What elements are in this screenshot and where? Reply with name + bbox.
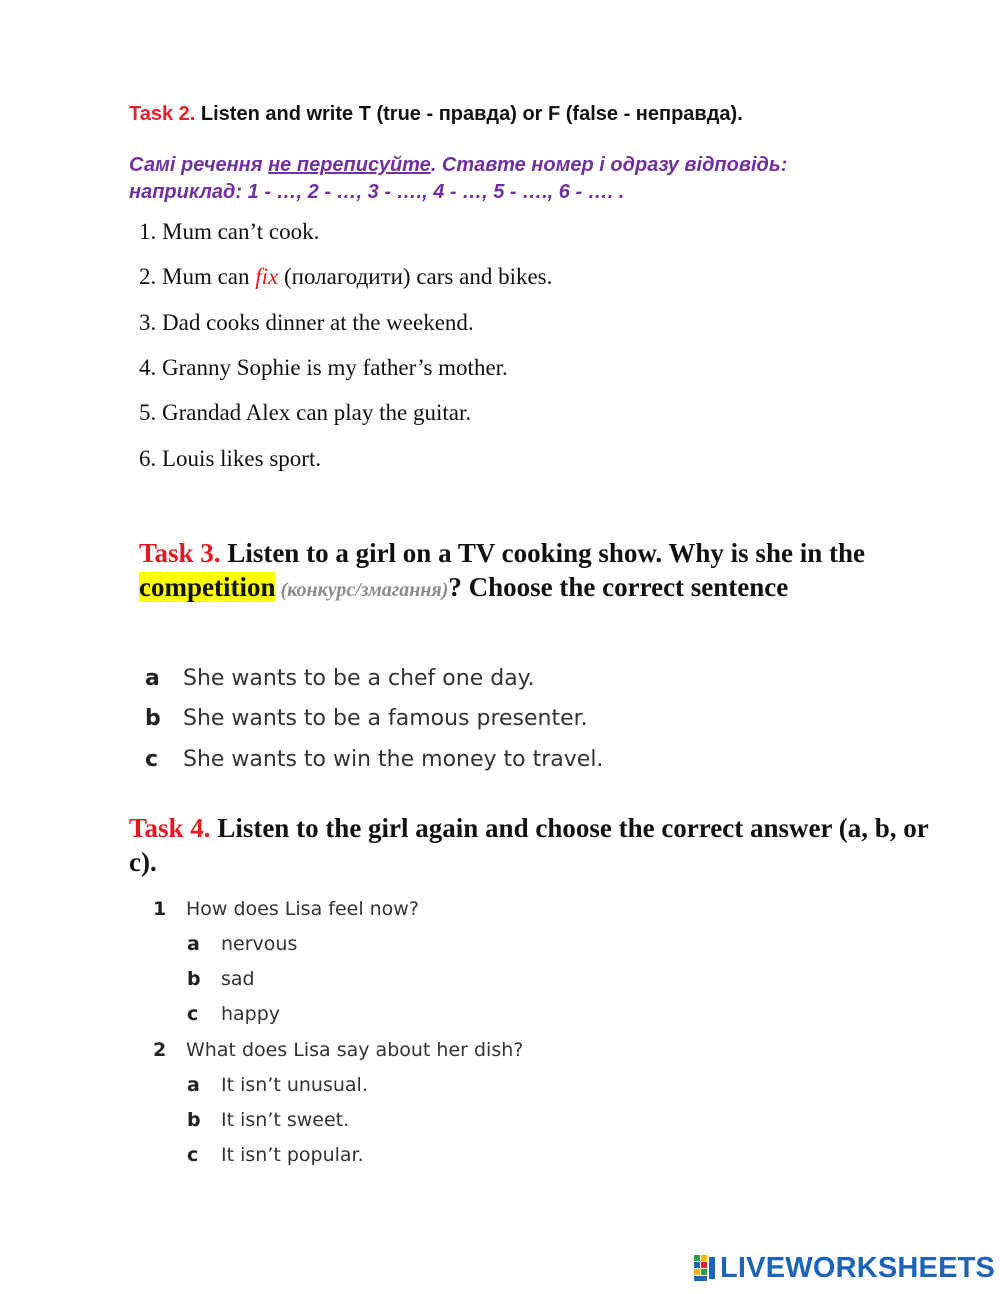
task4-q1-answer-b [187, 968, 255, 990]
task3-heading-part1: Listen to a girl on a TV cooking show. Why is she in the [220, 538, 865, 568]
task3-option-b [145, 706, 588, 731]
task2-item-5: 5. Grandad Alex can play the guitar. [139, 400, 472, 425]
answer-text: It isn’t unusual. [221, 1074, 368, 1096]
answer-text: sad [221, 968, 255, 990]
task3-label: Task 3. [139, 538, 221, 568]
task4-heading-text: Listen to the girl again and choose the correct answer (a, b, or c). [129, 813, 929, 877]
task4-heading [129, 811, 929, 879]
task3-highlight-word: competition [139, 572, 276, 602]
task4-q1-answer-a [187, 933, 297, 955]
option-text: She wants to win the money to travel. [183, 747, 604, 772]
answer-text: It isn’t sweet. [221, 1109, 350, 1131]
task2-item-4: 4. Granny Sophie is my father’s mother. [139, 355, 508, 380]
task4-label: Task 4. [129, 813, 211, 843]
answer-letter: a [187, 933, 200, 955]
instruction-part2: . Ставте номер і одразу відповідь: [430, 154, 788, 176]
option-letter: b [145, 706, 161, 731]
task2-item-3: 3. Dad cooks dinner at the weekend. [139, 310, 474, 335]
logo-text: LIVEWORKSHEETS [720, 1251, 996, 1284]
answer-letter: c [187, 1003, 199, 1025]
task2-heading-text: Listen and write T (true - правда) or F (false - неправда). [195, 103, 743, 125]
task2-heading [129, 103, 743, 126]
answer-text: nervous [221, 933, 298, 955]
task4-q2-answer-b [187, 1109, 349, 1131]
task3-heading [139, 536, 919, 607]
instruction-part1: Самі речення [129, 154, 269, 176]
option-letter: c [145, 747, 159, 772]
task4-q2-answer-a [187, 1074, 368, 1096]
item2-rest: (полагодити) cars and bikes. [278, 264, 553, 289]
task2-instruction-line2: наприклад: 1 - …, 2 - …, 3 - …., 4 - …, 5 - …., 6 - …. . [129, 181, 625, 203]
answer-letter: a [187, 1074, 200, 1096]
item2-fix-word: fix [255, 264, 279, 289]
item2-start: 2. Mum can [139, 264, 256, 289]
liveworksheets-logo-icon [694, 1255, 716, 1281]
task3-option-a [145, 666, 535, 691]
task2-item-1: 1. Mum can’t cook. [139, 219, 320, 244]
answer-text: It isn’t popular. [221, 1144, 364, 1166]
answer-letter: b [187, 968, 201, 990]
task4-question-2 [153, 1039, 523, 1061]
instruction-underlined: не переписуйте [268, 154, 431, 176]
question-number: 2 [153, 1039, 167, 1061]
answer-text: happy [221, 1003, 281, 1025]
question-number: 1 [153, 898, 167, 920]
task3-option-c [145, 747, 603, 772]
option-text: She wants to be a chef one day. [183, 666, 535, 691]
option-text: She wants to be a famous presenter. [183, 706, 588, 731]
task4-q2-answer-c [187, 1144, 364, 1166]
answer-letter: c [187, 1144, 199, 1166]
task3-heading-part2: ? Choose the correct sentence [448, 572, 789, 602]
liveworksheets-logo [694, 1251, 995, 1285]
task2-instruction-line1 [129, 154, 787, 177]
task3-gloss: (конкурс/змагання) [275, 579, 449, 601]
task4-q1-answer-c [187, 1003, 280, 1025]
question-text: What does Lisa say about her dish? [186, 1039, 524, 1061]
answer-letter: b [187, 1109, 201, 1131]
option-letter: a [145, 666, 160, 691]
question-text: How does Lisa feel now? [186, 898, 419, 920]
task2-item-6: 6. Louis likes sport. [139, 446, 322, 471]
task2-label: Task 2. [129, 103, 196, 125]
task4-question-1 [153, 898, 419, 920]
task2-item-2 [139, 264, 552, 290]
